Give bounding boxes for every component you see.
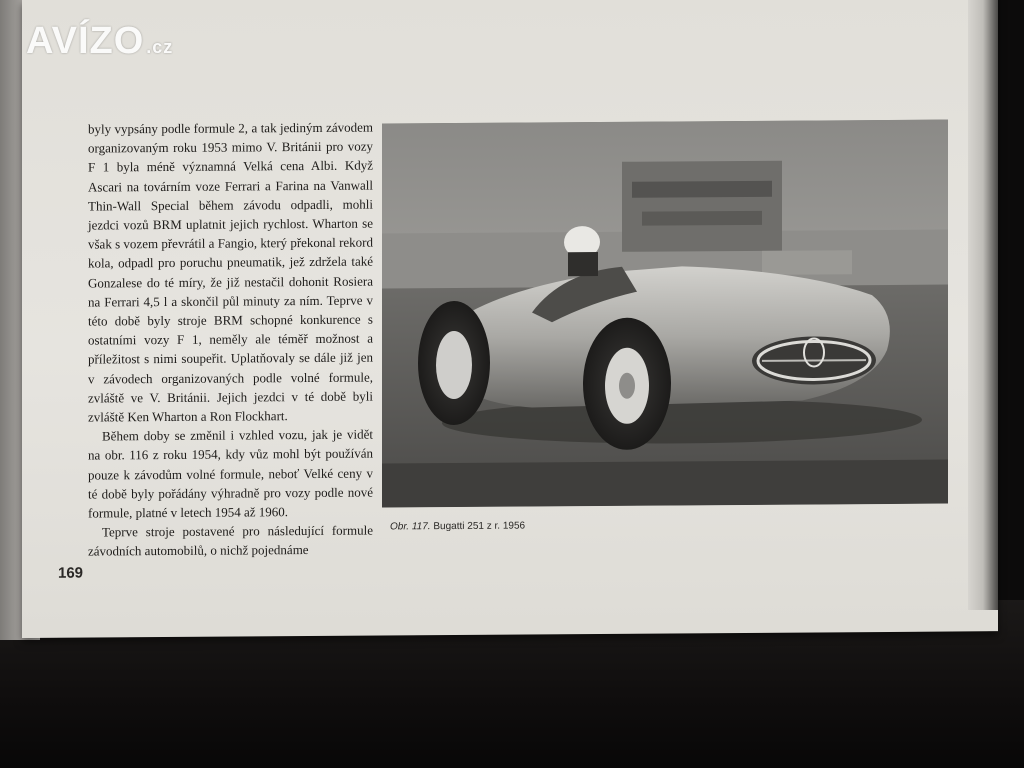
avizo-watermark-logo bbox=[26, 20, 173, 63]
caption-label: Obr. 117. bbox=[390, 521, 431, 533]
figure-caption bbox=[390, 520, 525, 532]
body-text-column bbox=[88, 118, 373, 562]
paragraph-2: Během doby se změnil i vzhled vozu, jak je vidět na obr. 116 z roku 1954, kdy vůz mohl být používán pouze k závodům volné formule, neboť Velké ceny v té době byly pořádány výhradně pro vozy podle nové formule, platné v letech 1954 až 1960. bbox=[88, 426, 373, 521]
paragraph-1: byly vypsány podle formule 2, a tak jediným závodem organizovaným roku 1953 mimo V. Británii pro vozy F 1 byla méně významná Velká cena Albi. Když Ascari na továrním voze Ferrari a Farina na Vanwall Thin-Wall Special během závodu odpadli, mohli jezdci vozů BRM uplatnit jejich rychlost. Wharton se však s vozem převrátil a Fangio, který překonal rekord kola, odpadl pro poruchu pneumatik, jež zdržela také Gonzalese do té míry, že již nestačil dohonit Rosiera na Ferrari 4,5 l a skončil půl minuty za ním. Teprve v této době byly stroje BRM schopné konkurence s ostatními vozy F 1, neměly ale téměř možnost a příležitost s nimi soupeřit. Uplatňovaly se dále již jen v závodech organizovaných podle volné formule, zvláště ve V. Británii. Jejich jezdci v té době byli zvláště Ken Wharton a Ron Flockhart. bbox=[88, 119, 373, 425]
caption-text: Bugatti 251 z r. 1956 bbox=[433, 520, 526, 533]
watermark-brand: AVÍZO bbox=[26, 20, 145, 62]
page-stack-edge bbox=[968, 0, 998, 610]
book-page bbox=[22, 0, 998, 638]
paragraph-3: Teprve stroje postavené pro následující formule závodních automobilů, o nichž pojednáme bbox=[88, 522, 373, 560]
page-number: 169 bbox=[58, 564, 84, 582]
watermark-tld: .cz bbox=[146, 37, 174, 57]
racing-car-photo bbox=[382, 120, 948, 508]
